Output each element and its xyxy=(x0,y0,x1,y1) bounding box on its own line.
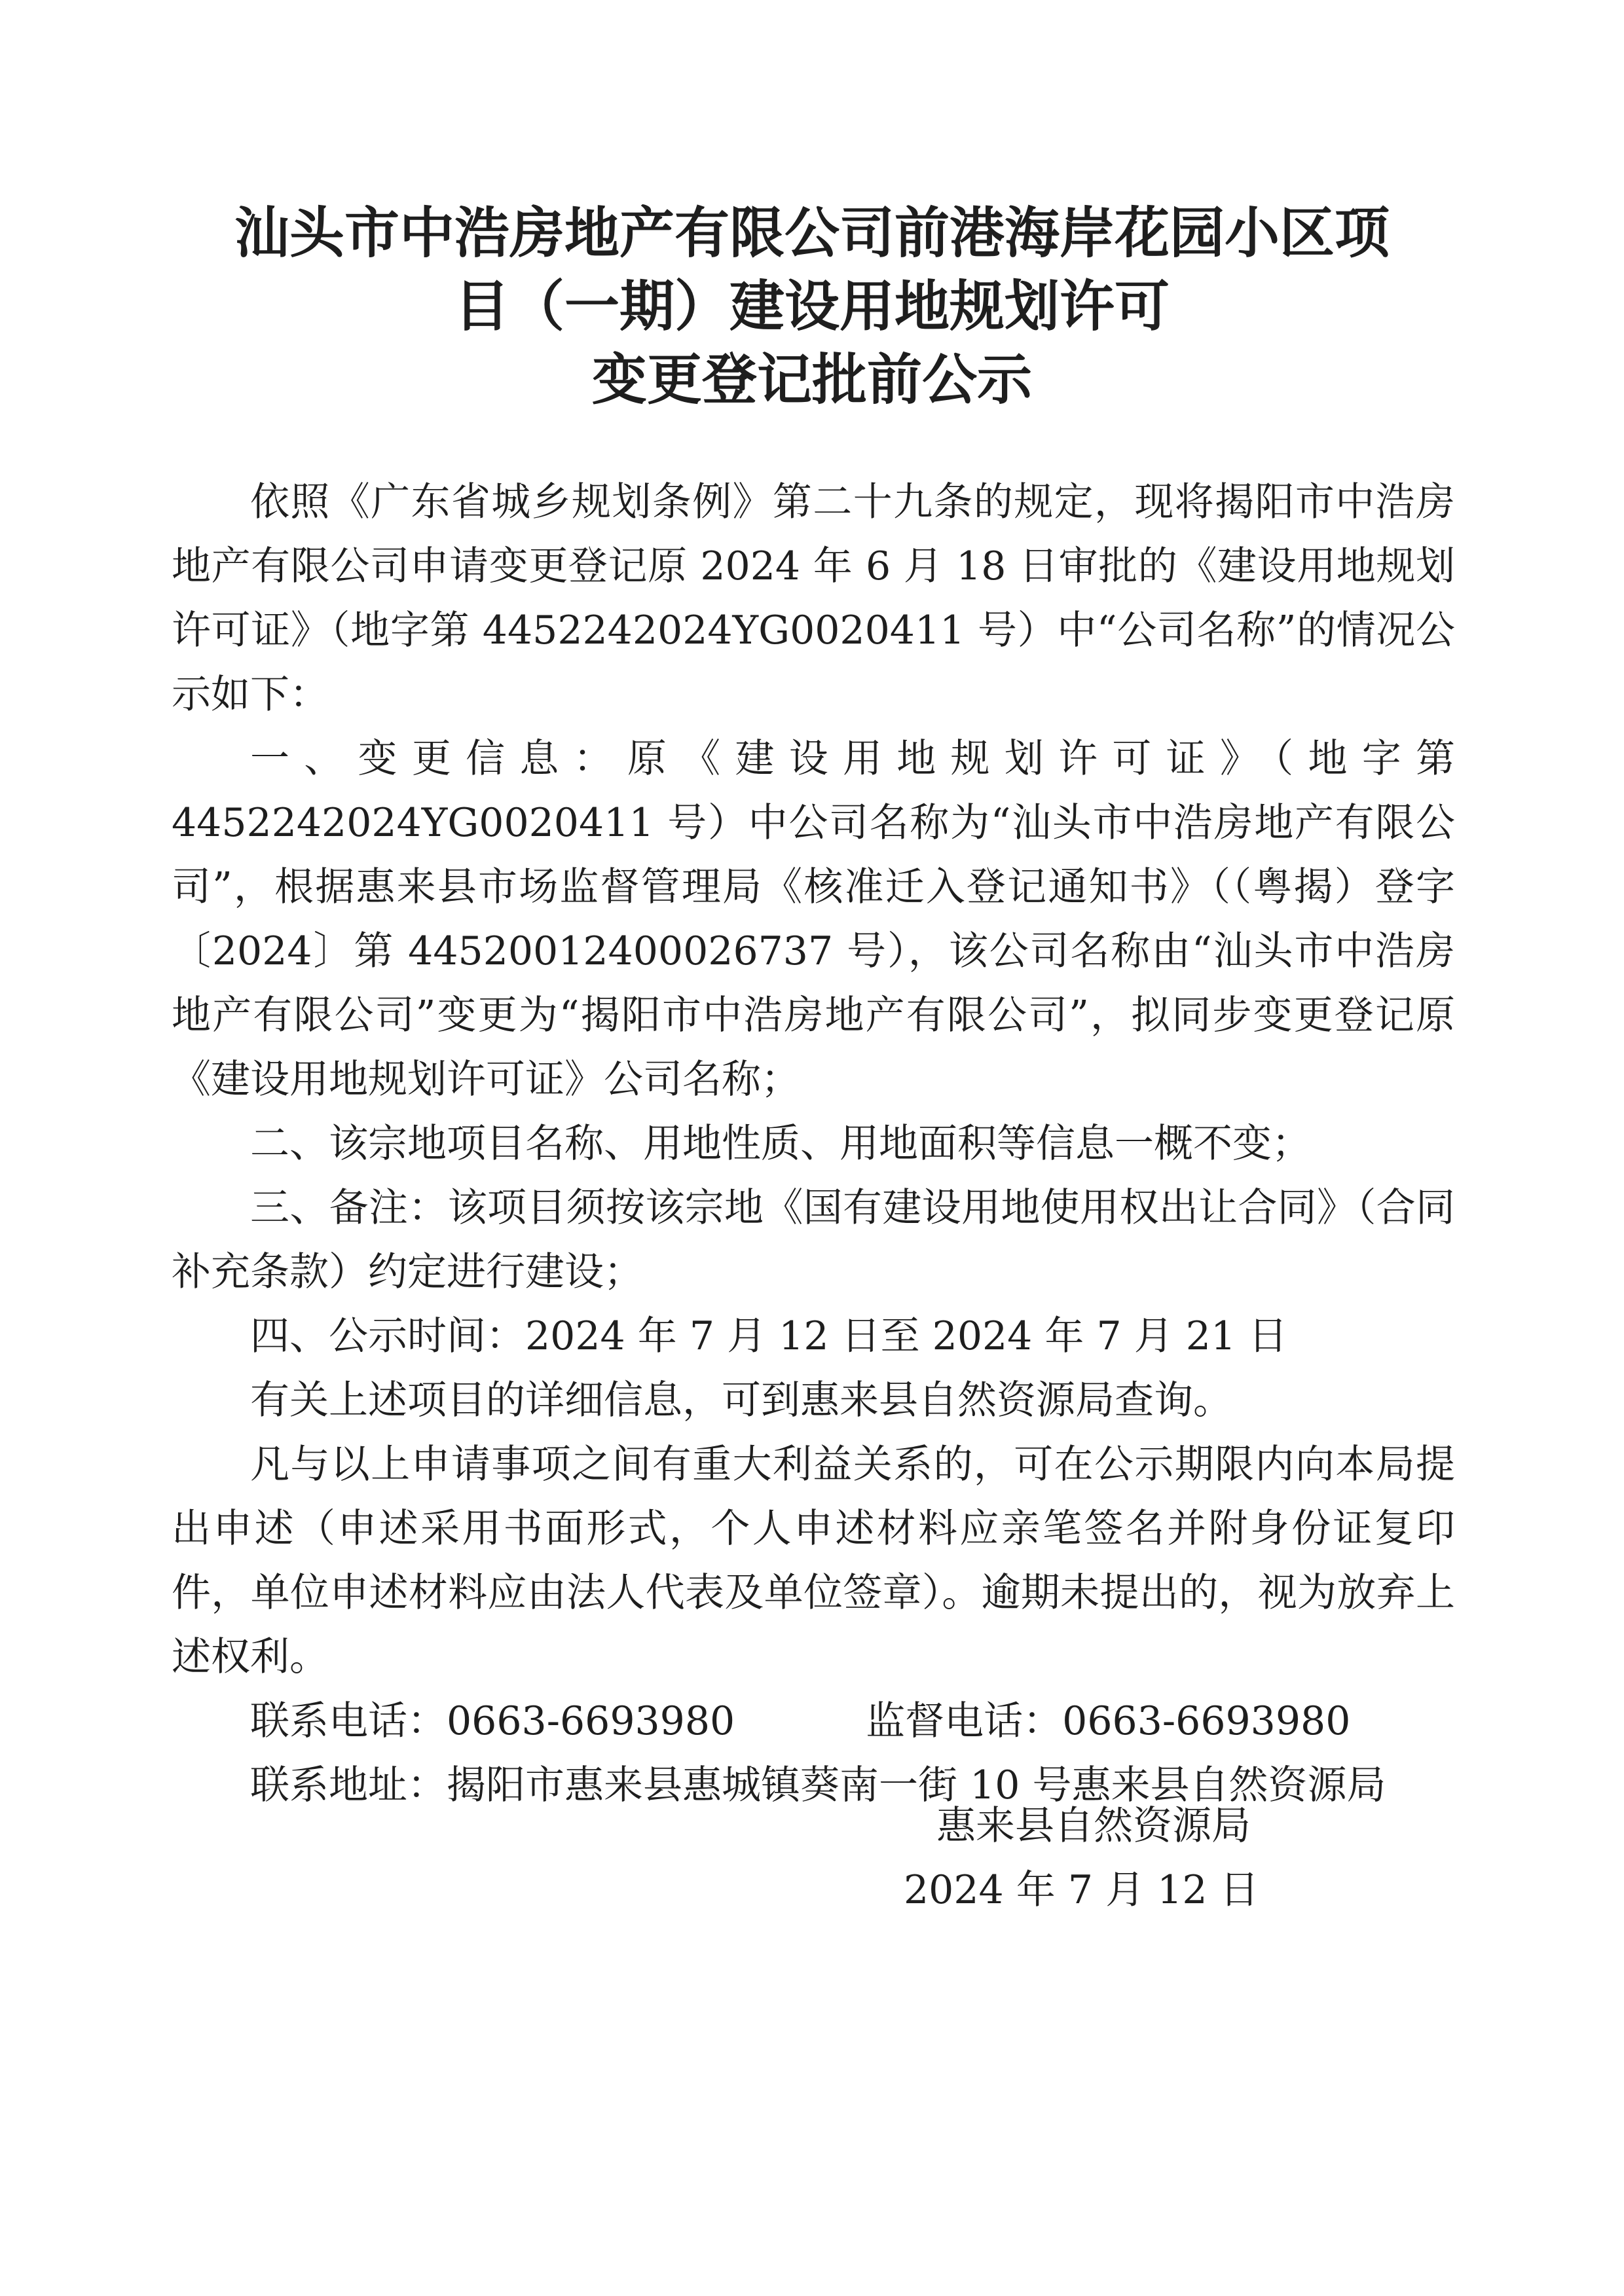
signature-date: 2024 年 7 月 12 日 xyxy=(904,1867,1259,1913)
intro-paragraph: 依照《广东省城乡规划条例》第二十九条的规定，现将揭阳市中浩房地产有限公司申请变更登记原 2024 年 6 月 18 日审批的《建设用地规划许可证》（地字第 4452242024YG0020411 号）中“公司名称”的情况公示如下： xyxy=(172,479,1455,718)
contact-address: 联系地址：揭阳市惠来县惠城镇葵南一街 10 号惠来县自然资源局 xyxy=(250,1762,1386,1808)
change-info-paragraph: 一、变更信息：原《建设用地规划许可证》（地字第 4452242024YG0020411 号）中公司名称为“汕头市中浩房地产有限公司”，根据惠来县市场监督管理局《核准迁入登记通知书》（（粤揭）登字〔2024〕第 44520012400026737 号），该公司名称由“汕头市中浩房地产有限公司”变更为“揭阳市中浩房地产有限公司”，拟同步变更登记原《建设用地规划许可证》公司名称； xyxy=(172,736,1455,1102)
document-title xyxy=(157,196,1467,416)
contact-phone: 联系电话：0663-6693980 xyxy=(250,1698,735,1744)
inquiry-paragraph: 有关上述项目的详细信息，可到惠来县自然资源局查询。 xyxy=(250,1377,1232,1423)
supervision-phone: 监督电话：0663-6693980 xyxy=(866,1698,1351,1744)
document-body xyxy=(172,470,1455,1817)
signature-organization: 惠来县自然资源局 xyxy=(936,1803,1251,1849)
contact-phones xyxy=(172,1689,1455,1753)
title-line-1: 汕头市中浩房地产有限公司前港海岸花园小区项 xyxy=(234,201,1390,265)
unchanged-info-paragraph: 二、该宗地项目名称、用地性质、用地面积等信息一概不变； xyxy=(250,1121,1311,1167)
signature-block xyxy=(904,1794,1362,1922)
remarks-paragraph: 三、备注：该项目须按该宗地《国有建设用地使用权出让合同》（合同补充条款）约定进行建设； xyxy=(172,1185,1455,1295)
appeal-paragraph: 凡与以上申请事项之间有重大利益关系的，可在公示期限内向本局提出申述（申述采用书面形式，个人申述材料应亲笔签名并附身份证复印件，单位申述材料应由法人代表及单位签章）。逾期未提出的，视为放弃上述权利。 xyxy=(172,1442,1455,1680)
publicity-period-paragraph: 四、公示时间：2024 年 7 月 12 日至 2024 年 7 月 21 日 xyxy=(250,1313,1288,1359)
title-line-2: 目（一期）建设用地规划许可 xyxy=(454,274,1170,338)
title-line-3: 变更登记批前公示 xyxy=(591,348,1032,412)
